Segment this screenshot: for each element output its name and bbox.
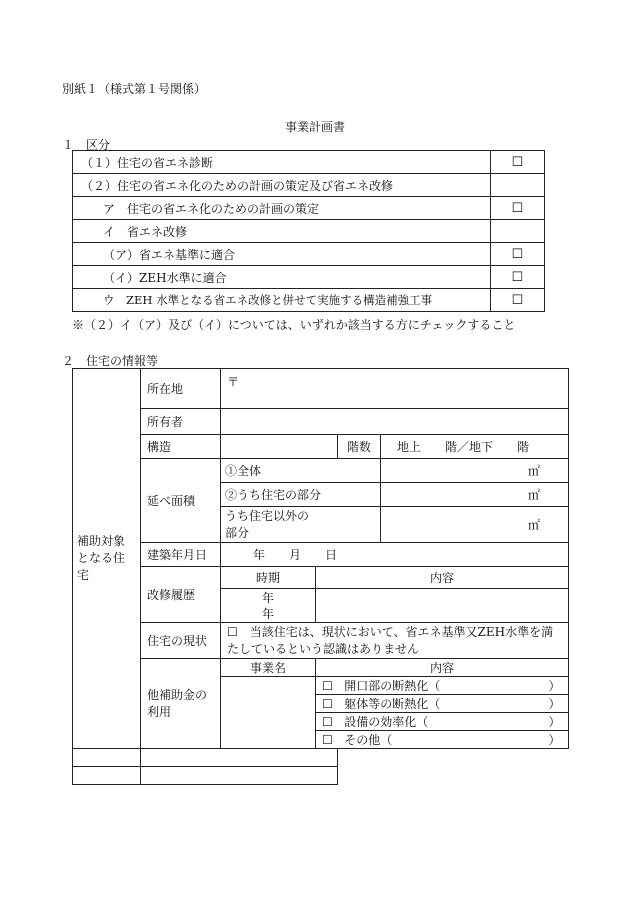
history-year: 年 [261, 606, 274, 621]
postal-mark: 〒 [227, 375, 240, 389]
history-year: 年 [261, 590, 274, 605]
subsidy-item[interactable] [316, 731, 569, 749]
location-field[interactable] [221, 369, 569, 409]
area-row-label: ②うち住宅の部分 [221, 483, 381, 507]
category-row [73, 289, 545, 312]
subsidy-item-close: ） [548, 679, 561, 693]
area-row-label: うち住宅以外の部分 [221, 507, 381, 543]
subsidy-blank-content[interactable] [141, 767, 338, 785]
status-label: 住宅の現状 [141, 623, 221, 659]
subsidy-label: 他補助金の利用 [141, 659, 221, 749]
category-row [73, 220, 545, 243]
subsidy-content-header: 内容 [316, 659, 569, 677]
category-checkbox[interactable]: ☐ [491, 289, 545, 312]
structure-field[interactable] [221, 435, 338, 459]
category-label: （１）住宅の省エネ診断 [73, 151, 491, 174]
area-unit[interactable]: ㎡ [381, 459, 569, 483]
category-table [72, 150, 545, 312]
category-label: （イ）ZEH水準に適合 [73, 266, 491, 289]
subsidy-item-close: ） [548, 733, 561, 747]
form-reference: 別紙１（様式第１号関係） [62, 82, 207, 96]
floors-label: 階数 [338, 435, 381, 459]
category-row [73, 266, 545, 289]
section2-heading: ２ 住宅の情報等 [62, 354, 159, 368]
status-checkbox-text[interactable]: ☐ 当該住宅は、現状において、省エネ基準又ZEH水準を満たしているという認識はありません [221, 623, 569, 659]
history-label: 改修履歴 [141, 567, 221, 623]
category-label: （ア）省エネ基準に適合 [73, 243, 491, 266]
subsidy-name-header: 事業名 [221, 659, 316, 677]
category-row [73, 174, 545, 197]
subsidy-item-label: 設備の効率化（ [344, 715, 429, 729]
category-checkbox[interactable]: ☐ [491, 151, 545, 174]
subsidy-blank-name[interactable] [73, 749, 141, 767]
area-unit[interactable]: ㎡ [381, 507, 569, 543]
subsidy-item[interactable] [316, 677, 569, 695]
history-content-header: 内容 [316, 567, 569, 589]
subsidy-checkbox[interactable]: ☐ [322, 733, 333, 747]
floors-value[interactable]: 地上 階／地下 階 [381, 435, 569, 459]
category-checkbox-empty [491, 174, 545, 197]
category-label: ウ ZEH 水準となる省エネ改修と併せて実施する構造補強工事 [73, 289, 491, 312]
area-row-label: ①全体 [221, 459, 381, 483]
subsidy-checkbox[interactable]: ☐ [322, 715, 333, 729]
selection-note: ※（２）イ（ア）及び（イ）については、いずれか該当する方にチェックすること [72, 318, 516, 332]
page-title: 事業計画書 [284, 120, 345, 134]
subsidy-item-label: 開口部の断熱化（ [344, 679, 441, 693]
subsidy-checkbox[interactable]: ☐ [322, 679, 333, 693]
owner-label: 所有者 [141, 409, 221, 435]
category-checkbox[interactable]: ☐ [491, 266, 545, 289]
subsidy-item-label: 躯体等の断熱化（ [344, 697, 441, 711]
category-checkbox[interactable]: ☐ [491, 197, 545, 220]
subsidy-blank-content[interactable] [141, 749, 338, 767]
category-label: イ 省エネ改修 [73, 220, 491, 243]
subsidy-blank-name[interactable] [73, 767, 141, 785]
location-label: 所在地 [141, 369, 221, 409]
section1-heading: １ 区分 [62, 138, 111, 152]
category-checkbox-empty [491, 220, 545, 243]
built-date-value[interactable]: 年 月 日 [221, 543, 569, 567]
subsidy-name-field[interactable] [221, 677, 316, 749]
category-label: （２）住宅の省エネ化のための計画の策定及び省エネ改修 [73, 174, 491, 197]
housing-info-table [72, 368, 569, 785]
category-checkbox[interactable]: ☐ [491, 243, 545, 266]
history-period-header: 時期 [221, 567, 316, 589]
subsidy-item-close: ） [548, 697, 561, 711]
category-label: ア 住宅の省エネ化のための計画の策定 [73, 197, 491, 220]
category-row [73, 243, 545, 266]
subsidy-item-label: その他（ [344, 733, 393, 747]
area-unit[interactable]: ㎡ [381, 483, 569, 507]
category-row [73, 197, 545, 220]
category-row [73, 151, 545, 174]
structure-label: 構造 [141, 435, 221, 459]
subsidy-item[interactable] [316, 695, 569, 713]
owner-field[interactable] [221, 409, 569, 435]
subsidy-checkbox[interactable]: ☐ [322, 697, 333, 711]
floor-area-label: 延べ面積 [141, 459, 221, 543]
subsidy-item[interactable] [316, 713, 569, 731]
group-label: 補助対象となる住宅 [73, 369, 141, 749]
built-date-label: 建築年月日 [141, 543, 221, 567]
subsidy-item-close: ） [548, 715, 561, 729]
history-content-field[interactable] [316, 589, 569, 623]
history-period-field[interactable] [221, 589, 316, 623]
